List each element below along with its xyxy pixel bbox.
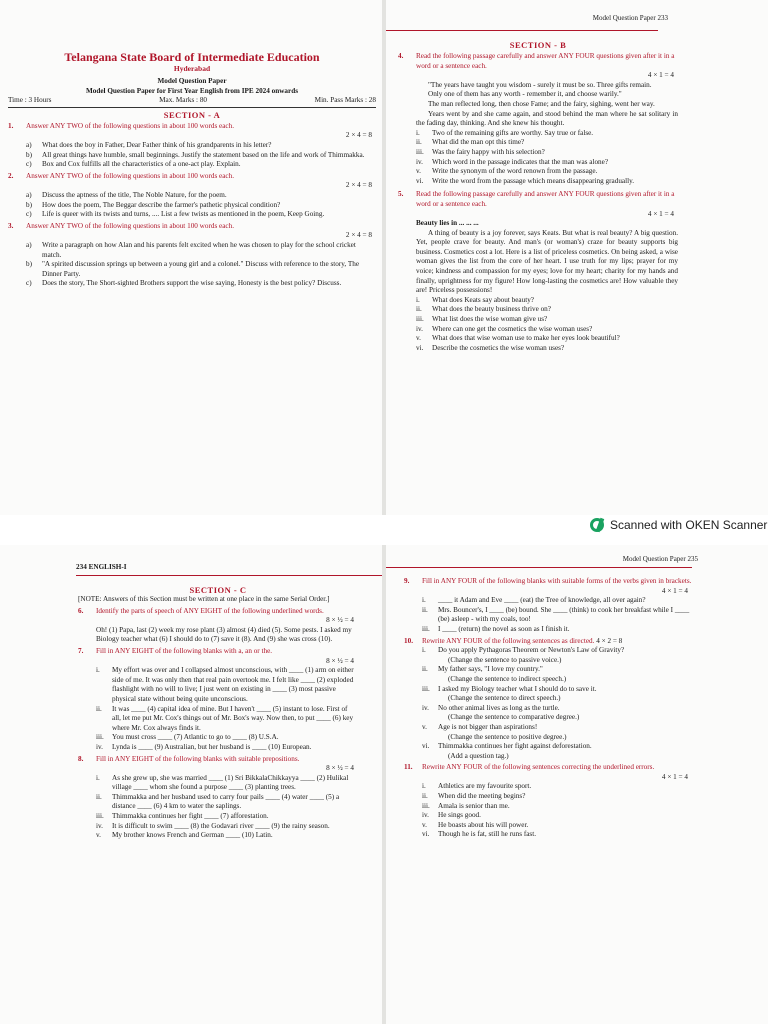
sub-question: vi. Write the word from the passage which means disappearing gradually.	[416, 176, 635, 185]
question-10-subs	[404, 646, 692, 761]
sub-question: ii. Mrs. Bouncer's, I ____ (be) bound. She ____ (think) to cook her breakfast while I ____ (be) asleep - with my coals, too!	[422, 605, 690, 624]
question-2: 2. Answer ANY TWO of the following questions in about 100 words each. 2 × 4 = 8 a) Discuss the aptness of the title, The Noble Nature, for the poem. b) How does the poem, The Beggar describe the farmer's pathetic physical condition? c) Life is queer with its twists and turns, .... List a few twists as mentioned in the poem, Keep Going.	[8, 172, 376, 220]
page-header: Model Question Paper 235	[622, 555, 698, 563]
sub-question: iii. What list does the wise woman give us?	[416, 315, 548, 324]
question-8: 8. Fill in ANY EIGHT of the following blanks with suitable prepositions. 8 × ½ = 4	[78, 754, 354, 773]
passage-paragraph: The man reflected long, then chose Fame; and the fairy, sighing, went her way.	[428, 99, 655, 108]
max-marks: Max. Marks : 80	[159, 96, 208, 105]
page-header: 234 ENGLISH-I	[76, 563, 127, 571]
sub-question: vi. Though he is fat, still he runs fast.	[422, 830, 537, 839]
sub-question: i. Do you apply Pythagoras Theorem or Newton's Law of Gravity? (Change the sentence to passive voice.)	[422, 646, 625, 664]
scanner-watermark: Scanned with OKEN Scanner	[590, 518, 767, 532]
sub-question: ii. Thimmakka and her husband used to carry four pails ____ (4) water ____ (5) a distance ____ (6) 4 km to water the saplings.	[96, 792, 340, 811]
sub-question: ii. When did the meeting begins?	[422, 792, 526, 801]
sub-question: vi. Describe the cosmetics the wise woman uses?	[416, 343, 565, 352]
question-5: 5. Read the following passage carefully and answer ANY FOUR questions given after it in a word or a sentence each. 4 × 1 = 4	[398, 190, 675, 218]
city: Hyderabad	[173, 64, 211, 73]
sub-question: b) All great things have humble, small beginnings. Justify the statement based on the life and work of Thimmakka.	[26, 150, 365, 159]
question-7-subs	[78, 666, 358, 752]
sub-question: iv. Where can one get the cosmetics the wise woman uses?	[416, 324, 593, 333]
sub-question: i. ____ it Adam and Eve ____ (eat) the Tree of knowledge, all over again?	[422, 596, 646, 605]
question-11: 11. Rewrite ANY FOUR of the following sentences correcting the underlined errors. 4 × 1 = 4	[404, 763, 688, 781]
sub-question: b) "A spirited discussion springs up between a young girl and a colonel." Discuss with reference to the story, The Dinner Party.	[26, 260, 360, 278]
sub-question: a) What does the boy in Father, Dear Father think of his grandparents in his letter?	[26, 140, 272, 149]
sub-question: v. What does that wise woman use to make her eyes look beautiful?	[416, 334, 620, 343]
sub-question: iii. Amala is senior than me.	[422, 801, 510, 810]
page-model-paper-front	[0, 0, 382, 515]
section-c-note: [NOTE: Answers of this Section must be written at one place in the same Serial Order.]	[78, 595, 330, 603]
paper-title: Model Question Paper	[157, 77, 227, 85]
sub-question: iii. Was the fairy happy with his selection?	[416, 147, 545, 156]
sub-question: iv. No other animal lives as long as the turtle. (Change the sentence to comparative degree.)	[422, 703, 580, 722]
sub-question: i. Athletics are my favourite sport.	[422, 782, 532, 791]
question-7: 7. Fill in ANY EIGHT of the following blanks with a, an or the. 8 × ½ = 4	[78, 646, 354, 665]
question-5-subs	[398, 296, 678, 354]
sub-question: i. What does Keats say about beauty?	[416, 295, 534, 304]
sub-question: a) Write a paragraph on how Alan and his parents felt excited when he was chosen to play for the school cricket match.	[26, 240, 356, 259]
passage-2: A thing of beauty is a joy forever, says Keats. But what is real beauty? A big question. Yet, people crave for beauty. And man's (or woman's) craze for beauty supports big business. Cosmetics cost a lot. Here is a list of priceless cosmetics. On being asked, a wise woman gives the list from the core of her heart. I use truth for my lips; prayer for my voice; kindness and compassion for my eyes; love for my heart; charity for my hands and finally, uprightness for my figure! How long-lasting the cosmetics are! How valuable they are! Priceless possessions!	[416, 228, 678, 295]
sub-question: iv. Which word in the passage indicates that the man was alone?	[416, 157, 609, 166]
passage-1	[398, 81, 678, 129]
question-3: 3. Answer ANY TWO of the following questions in about 100 words each. 2 × 4 = 8 a) Write a paragraph on how Alan and his parents felt excited when he was chosen to play for the school cricket match. b) "A spirited discussion springs up between a young girl and a colonel." Discuss with reference to the story, The Dinner Party. c) Does the story, The Short-sighted Brothers support the wise saying, Honesty is the best policy? Discuss.	[8, 222, 376, 289]
page-233	[386, 0, 768, 515]
sub-question: iii. You must cross ____ (7) Atlantic to go to ____ (8) U.S.A.	[96, 733, 279, 742]
sub-question: iii. Thimmakka continues her fight ____ (7) afforestation.	[96, 812, 269, 821]
sub-question: vi. Thimmakka continues her fight against deforestation. (Add a question tag.)	[422, 742, 592, 760]
sub-question: c) Life is queer with its twists and turns, .... List a few twists as mentioned in the poem, Keep Going.	[26, 210, 325, 219]
sub-question: i. Two of the remaining gifts are worthy. Say true or false.	[416, 128, 594, 137]
question-8-subs	[78, 774, 358, 841]
sub-question: v. Age is not bigger than aspirations! (Change the sentence to positive degree.)	[422, 722, 567, 741]
sub-question: iv. He sings good.	[422, 811, 481, 820]
passage-paragraph: Only one of them has any worth - remember it, and choose warily."	[428, 90, 622, 99]
sub-question: b) How does the poem, The Beggar describe the farmer's pathetic physical condition?	[26, 200, 281, 209]
question-11-subs	[404, 782, 692, 840]
passage-2-title: Beauty lies in ... ... ...	[416, 219, 479, 228]
question-9: 9. Fill in ANY FOUR of the following blanks with suitable forms of the verbs given in brackets. 4 × 1 = 4	[404, 577, 692, 595]
question-1: 1. Answer ANY TWO of the following questions in about 100 words each. 2 × 4 = 8 a) What does the boy in Father, Dear Father think of his grandparents in his letter? b) All great things have humble, small beginnings. Justify the statement based on the life and work of Thimmakka. c) Box and Cox fulfills all the characteristics of a one-act play. Explain.	[8, 122, 376, 170]
question-6-body: Oh! (1) Papa, last (2) week my rose plant (3) almost (4) died (5). Some pests. I asked my Biology teacher what (6) I should do to (7) save it (8). And (9) she was cross (10).	[96, 625, 352, 644]
marks-row	[8, 96, 376, 106]
sub-question: iv. Lynda is ____ (9) Australian, but her husband is ____ (10) European.	[96, 742, 312, 751]
sub-question: ii. What does the beauty business thrive on?	[416, 305, 551, 314]
question-4-subs	[398, 129, 678, 187]
section-b-title: SECTION - B	[509, 40, 567, 50]
passage-paragraph: "The years have taught you wisdom - surely it must be so. Three gifts remain.	[428, 80, 652, 89]
section-c-title: SECTION - C	[189, 585, 247, 595]
sub-question: c) Box and Cox fulfills all the characteristics of a one-act play. Explain.	[26, 160, 241, 169]
sub-question: iv. It is difficult to swim ____ (8) the Godavari river ____ (9) the rainy season.	[96, 821, 330, 830]
sub-question: iii. I ____ (return) the novel as soon as I finish it.	[422, 624, 570, 633]
oken-logo-icon	[590, 518, 604, 532]
sub-question: iii. I asked my Biology teacher what I should do to save it. (Change the sentence to direct speech.)	[422, 684, 597, 703]
section-a-questions	[8, 122, 376, 289]
paper-subtitle: Model Question Paper for First Year English from IPE 2024 onwards	[85, 86, 299, 95]
question-9-subs	[404, 596, 692, 634]
sub-question: c) Does the story, The Short-sighted Brothers support the wise saying, Honesty is the best policy? Discuss.	[26, 279, 342, 288]
sub-question: i. As she grew up, she was married ____ (1) Sri BikkalaChikkayya ____ (2) Hulikal village ____ whom she found a purpose ____ (3) planting trees.	[96, 773, 349, 792]
sub-question: i. My effort was over and I collapsed almost unconscious, with ____ (1) arm on either side of me. It was only then that real pain overtook me. I felt like ____ (2) exploded flashlight with no will to live; I just went on existing in ____ (3) most passive physical state without being quite unconscious.	[96, 666, 354, 703]
section-a-title: SECTION - A	[163, 109, 221, 120]
sub-question: a) Discuss the aptness of the title, The Noble Nature, for the poem.	[26, 190, 227, 199]
question-10: 10. Rewrite ANY FOUR of the following sentences as directed. 4 × 2 = 8	[404, 636, 623, 645]
sub-question: v. My brother knows French and German ____ (10) Latin.	[96, 831, 273, 840]
page-234	[0, 545, 382, 1024]
sub-question: ii. What did the man opt this time?	[416, 138, 525, 147]
min-marks: Min. Pass Marks : 28	[314, 96, 376, 105]
sub-question: v. He boasts about his will power.	[422, 820, 529, 829]
sub-question: ii. It was ____ (4) capital idea of mine. But I haven't ____ (5) instant to lose. First of all, let me put Mr. Cox's things out of Mr. Box's way. Now then, to put ____ (6) key where Mr. Cox always finds it.	[96, 704, 354, 732]
sub-question: ii. My father says, "I love my country." (Change the sentence to indirect speech.)	[422, 665, 567, 683]
board-title: Telangana State Board of Intermediate Education	[64, 50, 320, 64]
question-4: 4. Read the following passage carefully and answer ANY FOUR questions given after it in a word or a sentence each. 4 × 1 = 4	[398, 52, 675, 80]
time: Time : 3 Hours	[8, 96, 52, 105]
page-235	[386, 545, 768, 1024]
sub-question: v. Write the synonym of the word renown from the passage.	[416, 167, 598, 176]
page-header: Model Question Paper 233	[592, 14, 668, 22]
passage-paragraph: Years went by and she came again, and stood behind the man where he sat solitary in the fading day, thinking. And she knew his thought.	[416, 109, 678, 128]
question-6: 6. Identify the parts of speech of ANY EIGHT of the following underlined words. 8 × ½ = 4	[78, 606, 354, 625]
